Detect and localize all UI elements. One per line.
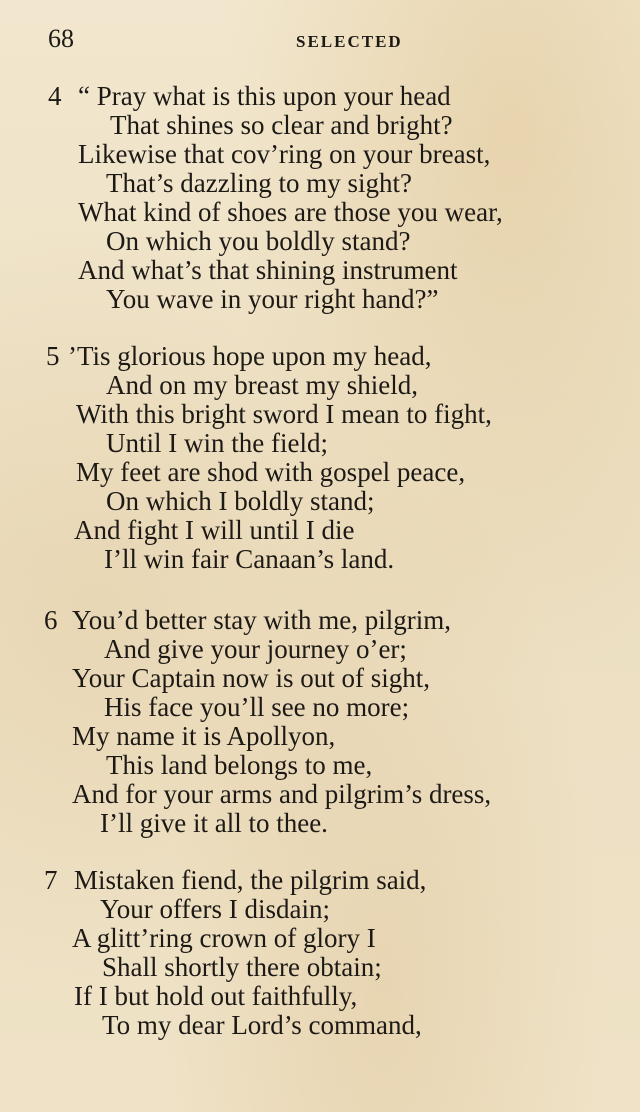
verse-line: And on my breast my shield,: [106, 370, 418, 400]
verse-line: I’ll give it all to thee.: [100, 808, 328, 838]
verse-line: Your Captain now is out of sight,: [72, 663, 431, 693]
stanza-number: 6: [44, 605, 58, 635]
verse-line: This land belongs to me,: [106, 750, 373, 780]
verse-line: You wave in your right hand?”: [106, 284, 439, 314]
stanza-number: 5: [46, 341, 60, 371]
verse-line: On which I boldly stand;: [106, 486, 375, 516]
verse-line: I’ll win fair Canaan’s land.: [104, 544, 395, 574]
verse-line: His face you’ll see no more;: [104, 692, 410, 722]
verse-line: Your offers I disdain;: [100, 894, 331, 924]
verse-line: That’s dazzling to my sight?: [106, 168, 412, 198]
verse-line: A glitt’ring crown of glory I: [72, 923, 376, 953]
stanza-number: 7: [44, 865, 58, 895]
verse-line: ’Tis glorious hope upon my head,: [68, 341, 432, 371]
verse-line: On which you boldly stand?: [106, 226, 411, 256]
stanza-number: 4: [48, 81, 62, 111]
verse-line: Until I win the field;: [106, 428, 328, 458]
verse-line: That shines so clear and bright?: [110, 110, 453, 140]
verse-line: Likewise that cov’ring on your breast,: [78, 139, 491, 169]
running-head: [48, 24, 428, 54]
verse-line: And what’s that shining instrument: [78, 255, 458, 285]
verse-line: To my dear Lord’s command,: [102, 1010, 422, 1040]
verse-line: Shall shortly there obtain;: [102, 952, 382, 982]
verse-line: My feet are shod with gospel peace,: [76, 457, 466, 487]
verse-line: And for your arms and pilgrim’s dress,: [72, 779, 492, 809]
verse-line: And give your journey o’er;: [104, 634, 407, 664]
verse-line: If I but hold out faithfully,: [74, 981, 358, 1011]
verse-line: What kind of shoes are those you wear,: [78, 197, 503, 227]
verse-line: With this bright sword I mean to fight,: [76, 399, 492, 429]
page-number: 68: [48, 24, 74, 53]
verse-line: And fight I will until I die: [74, 515, 355, 545]
verse-line: Mistaken fiend, the pilgrim said,: [74, 865, 427, 895]
verse-line: My name it is Apollyon,: [72, 721, 336, 751]
verse-line: You’d better stay with me, pilgrim,: [72, 605, 451, 635]
running-title: SELECTED: [296, 32, 403, 51]
verse-line: “ Pray what is this upon your head: [78, 81, 451, 111]
